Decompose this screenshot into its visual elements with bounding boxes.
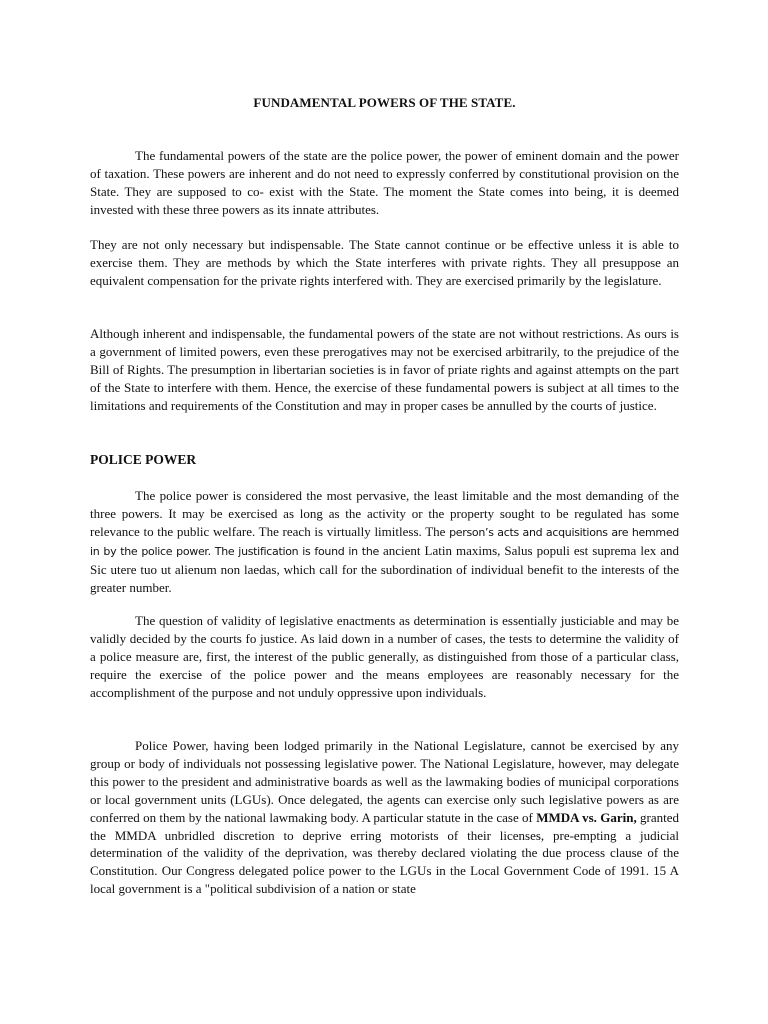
paragraph-3: Although inherent and indispensable, the fundamental powers of the state are not without restrictions. As ours is a government of limited powers, even these prerogatives may not be exercised arbitrarily, to the prejudice of the Bill of Rights. The presumption in libertarian societies is in favor of priate rights and against attempts on the part of the State to interfere with them. Hence, the exercise of these fundamental powers is subject at all times to the limitations and requirements of the Constitution and may in proper cases be annulled by the courts of justice.: [90, 326, 679, 413]
paragraph-2: They are not only necessary but indispensable. The State cannot continue or be effective unless it is able to exercise them. They are methods by which the State interferes with private rights. They all presuppose an equivalent compensation for the private rights interfered with. They are exercised primarily by the legislature.: [90, 237, 679, 288]
paragraph-4-part-a: The police power is considered the most pervasive, the least limitable and the most demanding of the three powers. It may be exercised as long as the activity or the property sought to be regulated has some relevance to the public welfare. The reach is virtually limitless. The: [90, 488, 679, 539]
paragraph-4-part-b: person’s acts and acquisitions are hemmed in by the police power. The justification is found in the: [90, 525, 679, 558]
paragraph-6-part-a: Police Power, having been lodged primarily in the National Legislature, cannot be exercised by any group or body of individuals not possessing legislative power. The National Legislature, however, may delegate this power to the president and administrative boards as well as the lawmaking bodies of municipal corporations or local government units (LGUs). Once delegated, the agents can exercise only such legislative powers as are conferred on them by the national lawmaking body. A particular statute in the case of: [90, 738, 679, 825]
paragraph-4-part-c: ancient Latin maxims, Salus populi est suprema lex and Sic utere tuo ut alienum non laedas, which call for the subordination of individual benefit to the interests of the greater number.: [90, 542, 679, 595]
document-page: [90, 0, 679, 1024]
paragraph-6: [90, 737, 679, 898]
paragraph-6-part-b: granted the MMDA unbridled discretion to deprive erring motorists of their licenses, pre-empting a judicial determination of the validity of the deprivation, was thereby declared violating the due process clause of the Constitution. Our Congress delegated police power to the LGUs in the Local Government Code of 1991. 15 A local government is a "political subdivision of a nation or state: [90, 809, 679, 897]
case-citation-mmda-vs-garin: MMDA vs. Garin,: [536, 809, 637, 825]
paragraph-1: The fundamental powers of the state are the police power, the power of eminent domain and the power of taxation. These powers are inherent and do not need to expressly conferred by constitutional provision on the State. They are supposed to co- exist with the State. The moment the State comes into being, it is deemed invested with these three powers as its innate attributes.: [90, 148, 679, 217]
paragraph-5: The question of validity of legislative enactments as determination is essentially justiciable and may be validly decided by the courts fo justice. As laid down in a number of cases, the tests to determine the validity of a police measure are, first, the interest of the public generally, as distinguished from those of a particular class, require the exercise of the police power and the means employees are reasonably necessary for the accomplishment of the purpose and not unduly oppressive upon individuals.: [90, 613, 679, 700]
section-heading-police-power: POLICE POWER: [90, 452, 197, 467]
paragraph-4: [90, 487, 679, 596]
document-title: FUNDAMENTAL POWERS OF THE STATE.: [253, 95, 516, 110]
